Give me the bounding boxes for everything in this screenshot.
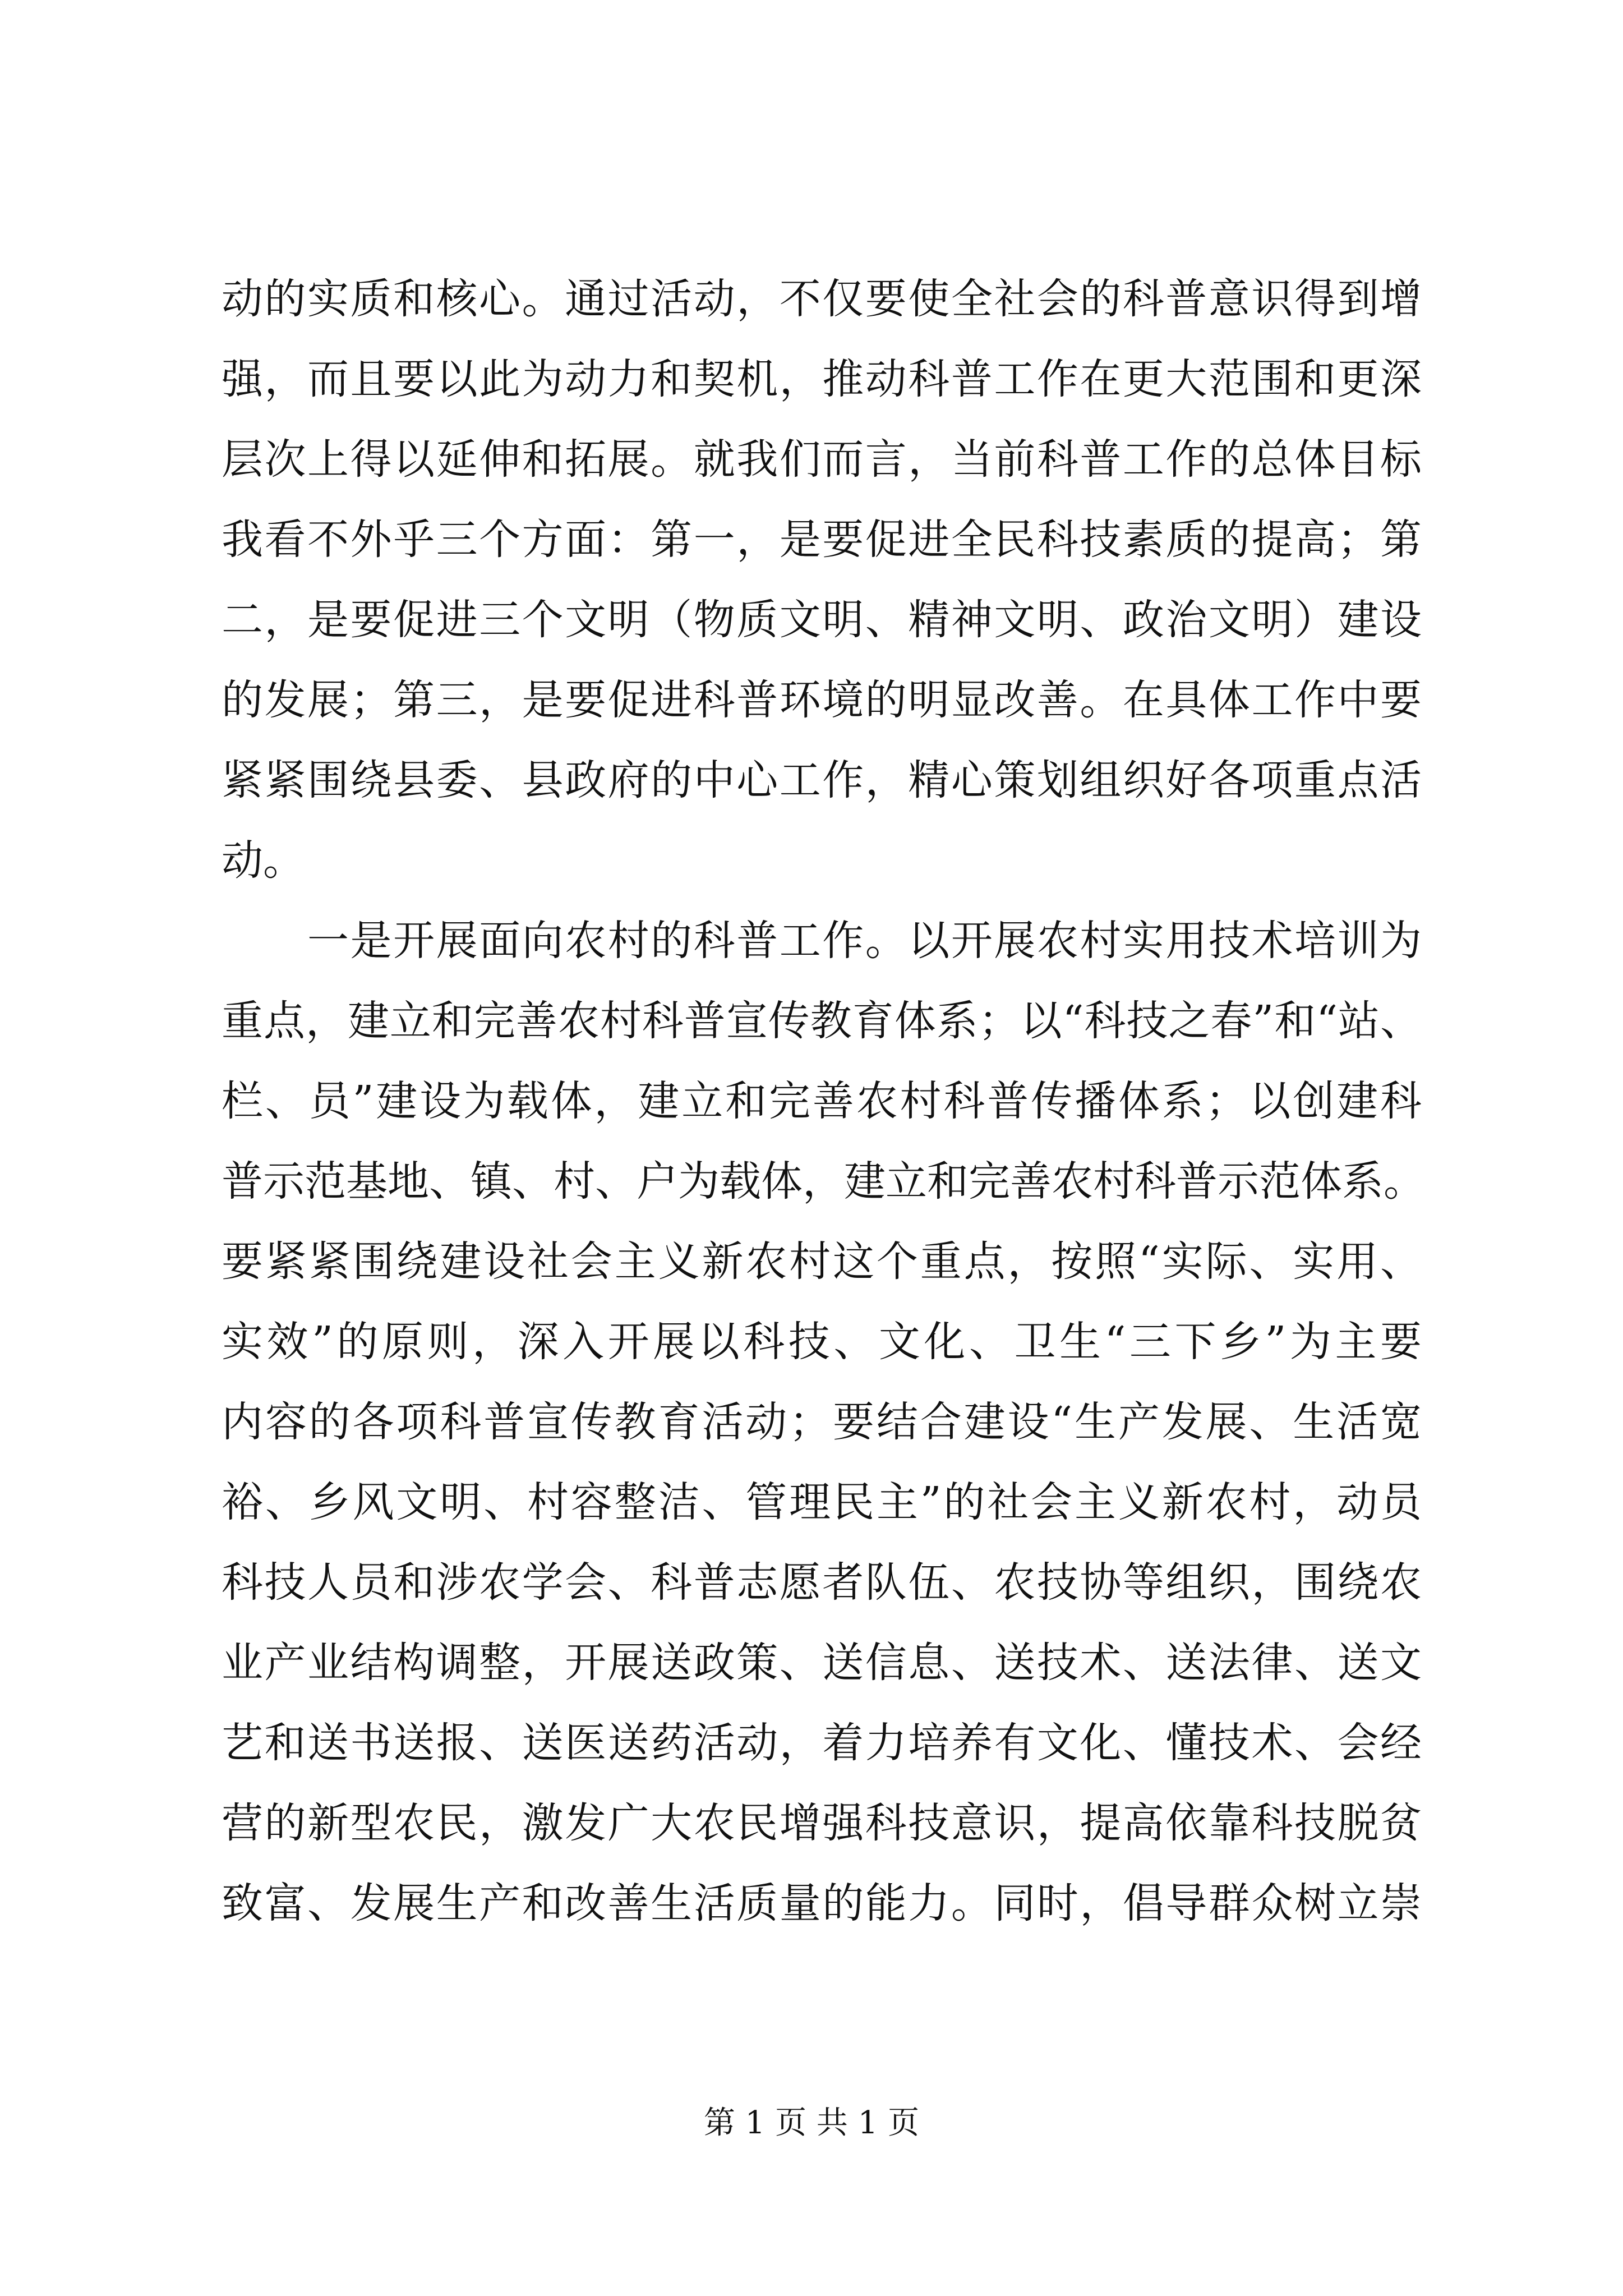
text-line: 实效”的原则，深入开展以科技、文化、卫生“三下乡”为主要 (222, 1318, 1422, 1366)
text-line: 致富、发展生产和改善生活质量的能力。同时，倡导群众树立崇 (222, 1879, 1422, 1927)
text-line: 营的新型农民，激发广大农民增强科技意识，提高依靠科技脱贫 (222, 1799, 1422, 1847)
text-line: 强，而且要以此为动力和契机，推动科普工作在更大范围和更深 (222, 355, 1422, 403)
text-line: 紧紧围绕县委、县政府的中心工作，精心策划组织好各项重点活 (222, 756, 1422, 804)
text-line: 我看不外乎三个方面：第一，是要促进全民科技素质的提高；第 (222, 516, 1422, 564)
text-line: 动的实质和核心。通过活动，不仅要使全社会的科普意识得到增 (222, 275, 1422, 323)
text-line: 动。 (222, 836, 305, 885)
text-line: 裕、乡风文明、村容整洁、管理民主”的社会主义新农村，动员 (222, 1478, 1422, 1526)
text-line: 重点，建立和完善农村科普宣传教育体系；以“科技之春”和“站、 (222, 997, 1422, 1045)
text-line: 内容的各项科普宣传教育活动；要结合建设“生产发展、生活宽 (222, 1398, 1422, 1446)
text-line: 要紧紧围绕建设社会主义新农村这个重点，按照“实际、实用、 (222, 1237, 1422, 1286)
page-footer: 第 1 页 共 1 页 (703, 2105, 920, 2141)
text-line: 业产业结构调整，开展送政策、送信息、送技术、送法律、送文 (222, 1639, 1422, 1687)
text-line: 栏、员”建设为载体，建立和完善农村科普传播体系；以创建科 (222, 1077, 1422, 1125)
text-line: 的发展；第三，是要促进科普环境的明显改善。在具体工作中要 (222, 676, 1422, 724)
text-line: 科技人员和涉农学会、科普志愿者队伍、农技协等组织，围绕农 (222, 1558, 1422, 1607)
document-body (222, 259, 1425, 1944)
text-line: 一是开展面向农村的科普工作。以开展农村实用技术培训为 (222, 917, 1422, 965)
text-line: 二，是要促进三个文明（物质文明、精神文明、政治文明）建设 (222, 596, 1422, 644)
text-line: 普示范基地、镇、村、户为载体，建立和完善农村科普示范体系。 (222, 1157, 1425, 1205)
text-line: 艺和送书送报、送医送药活动，着力培养有文化、懂技术、会经 (222, 1719, 1422, 1767)
text-line: 层次上得以延伸和拓展。就我们而言，当前科普工作的总体目标 (222, 435, 1422, 484)
